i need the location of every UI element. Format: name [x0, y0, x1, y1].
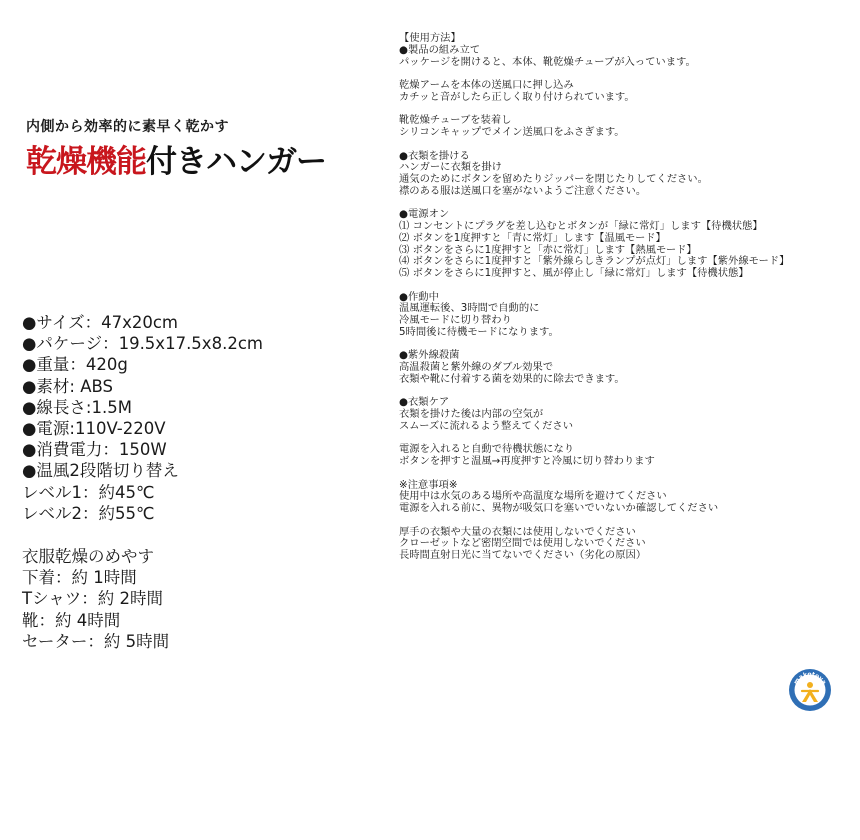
spec-level-2: レベル2：約55℃	[22, 503, 155, 523]
manual-heading: ●電源オン	[399, 208, 450, 221]
spec-level-1: レベル1：約45℃	[22, 482, 155, 502]
manual-line: 衣類を掛けた後は内部の空気が	[399, 408, 544, 420]
manual-spacer	[399, 515, 854, 527]
product-title-main: 付きハンガー	[146, 144, 326, 180]
spec-package: ●パケージ：19.5x17.5x8.2cm	[22, 334, 263, 354]
product-title	[26, 136, 326, 181]
manual-heading: ●衣類ケア	[399, 396, 450, 409]
manual-line: 長時間直射日光に当てないでください（劣化の原因）	[399, 549, 647, 561]
manual-spacer	[399, 280, 854, 292]
drying-time-tshirt: Tシャツ：約 2時間	[22, 589, 163, 609]
spec-weight: ●重量：420g	[22, 355, 128, 375]
manual-line: 厚手の衣類や大量の衣類には使用しないでください	[399, 525, 636, 538]
manual-heading: ●紫外線殺菌	[399, 349, 460, 362]
drying-time-shoes: 靴：約 4時間	[22, 610, 121, 630]
manual-heading: ※注意事項※	[399, 478, 458, 491]
manual-line: ⑵ ボタンを1度押すと「青に常灯」します【温風モード】	[399, 231, 666, 244]
manual-spacer	[399, 339, 854, 351]
spec-cable-length: ●線長さ:1.5M	[22, 397, 132, 417]
product-title-accent: 乾燥機能	[26, 144, 146, 180]
manual-line: 乾燥アームを本体の送風口に押し込み	[399, 79, 574, 91]
manual-spacer	[399, 386, 854, 398]
spec-power-consumption: ●消費電力：150W	[22, 440, 167, 460]
logo-text: makotoya	[792, 670, 828, 686]
manual-line: ハンガーに衣類を掛け	[399, 161, 502, 174]
manual-line: 5時間後に待機モードになります。	[399, 325, 559, 338]
manual-line: 電源を入れると自動で待機状態になり	[399, 443, 575, 456]
manual-line: 冷風モードに切り替わり	[399, 314, 512, 326]
logo-figure-head	[807, 682, 813, 688]
manual-heading: ●衣類を掛ける	[399, 149, 470, 162]
manual-line: 使用中は水気のある場所や高温度な場所を避けてください	[399, 490, 667, 503]
manual-line: ⑶ ボタンをさらに1度押すと「赤に常灯」します【熱風モード】	[399, 243, 697, 256]
spec-material: ●素材: ABS	[22, 376, 113, 396]
manual-line: 襟のある服は送風口を塞がないようご注意ください。	[399, 184, 647, 197]
manual-line: ⑸ ボタンをさらに1度押すと、風が停止し「緑に常灯」します【待機状態】	[399, 267, 749, 279]
usage-instructions	[399, 33, 854, 562]
manual-line: 衣類や靴に付着する菌を効果的に除去できます。	[399, 372, 625, 385]
manual-spacer	[399, 468, 854, 480]
manual-line: 電源を入れる前に、異物が吸気口を塞いでいないか確認してください	[399, 502, 719, 514]
manual-line: 高温殺菌と紫外線のダブル効果で	[399, 361, 554, 373]
drying-time-list	[22, 546, 169, 652]
manual-line: カチッと音がしたら正しく取り付けられています。	[399, 90, 635, 103]
spec-size: ●サイズ：47x20cm	[22, 313, 178, 332]
manual-line: シリコンキャップでメイン送風口をふさぎます。	[399, 126, 625, 138]
manual-spacer	[399, 139, 854, 151]
manual-line: 温風運転後、3時間で自動的に	[399, 302, 540, 315]
manual-line: ボタンを押すと温風→再度押すと冷風に切り替わります	[399, 455, 655, 467]
spec-heat-levels: ●温風2段階切り替え	[22, 461, 179, 481]
spec-power-source: ●電源:110V-220V	[22, 419, 166, 439]
manual-line: スムーズに流れるよう整えてください	[399, 419, 574, 432]
manual-line: ⑴ コンセントにプラグを差し込むとボタンが「緑に常灯」します【待機状態】	[399, 220, 763, 232]
manual-heading: ●作動中	[399, 290, 439, 303]
manual-line: パッケージを開けると、本体、靴乾燥チューブが入っています。	[399, 55, 696, 68]
makotoya-logo-icon	[788, 668, 832, 712]
manual-heading: 【使用方法】	[399, 32, 461, 44]
tagline: 内側から効率的に素早く乾かす	[26, 119, 229, 135]
manual-heading: ●製品の組み立て	[399, 43, 481, 56]
manual-line: ⑷ ボタンをさらに1度押すと「紫外線らしきランプが点灯」します【紫外線モード】	[399, 255, 790, 268]
manual-line: 通気のためにボタンを留めたりジッパーを閉じたりしてください。	[399, 173, 708, 185]
manual-line: 靴乾燥チューブを装着し	[399, 114, 512, 127]
drying-time-heading: 衣服乾燥のめやす	[22, 547, 154, 566]
spec-list	[22, 312, 263, 524]
manual-spacer	[399, 198, 854, 210]
drying-time-sweater: セーター：約 5時間	[22, 631, 170, 651]
manual-line: クローゼットなど密閉空間では使用しないでください	[399, 537, 646, 550]
drying-time-underwear: 下着：約 1時間	[22, 568, 137, 588]
